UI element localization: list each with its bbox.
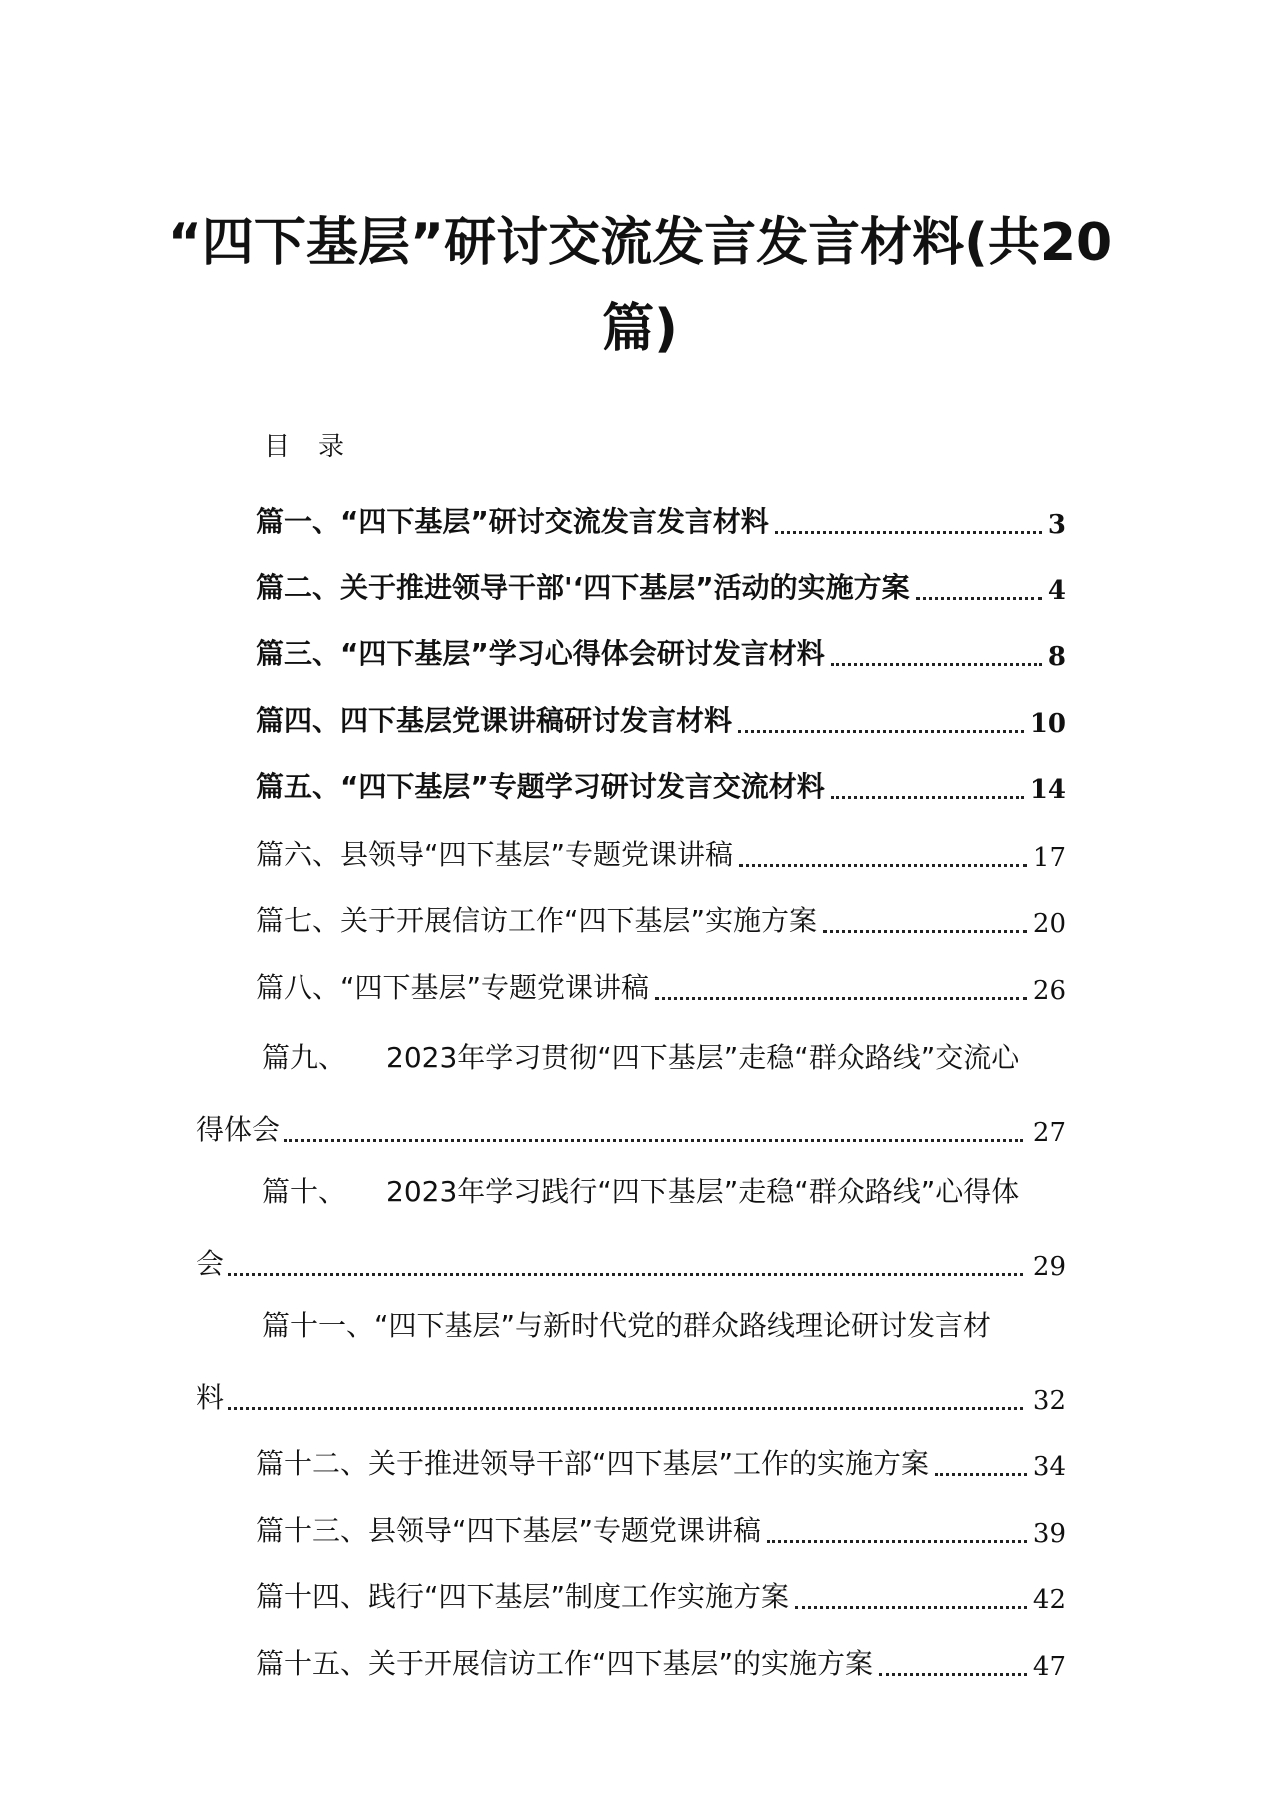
toc-entry-title: 篇一、“四下基层”研讨交流发言发言材料 xyxy=(256,505,769,538)
document-title-line-2: 篇) xyxy=(602,299,678,359)
toc-leader-dots xyxy=(831,766,1024,799)
document-title xyxy=(0,200,1280,372)
toc-entry-page: 32 xyxy=(1032,1386,1066,1416)
toc-entry-4[interactable] xyxy=(256,695,1066,739)
toc-entry-page: 26 xyxy=(1032,976,1066,1006)
toc-entry-title: 篇十一、“四下基层”与新时代党的群众路线理论研讨发言材 xyxy=(262,1309,992,1342)
toc-entry-page: 29 xyxy=(1032,1252,1066,1282)
toc-entry-title: 2023年学习践行“四下基层”走稳“群众路线”心得体 xyxy=(386,1175,1020,1208)
toc-entry-page: 34 xyxy=(1032,1452,1066,1482)
toc-leader-dots xyxy=(823,900,1027,933)
toc-entry-title-continued: 料 xyxy=(196,1381,225,1414)
toc-entry-title-continued: 得体会 xyxy=(196,1113,281,1146)
toc-entry-title: 2023年学习贯彻“四下基层”走稳“群众路线”交流心 xyxy=(386,1041,1020,1074)
toc-entry-5[interactable] xyxy=(256,761,1066,805)
toc-entry-page: 20 xyxy=(1032,909,1066,939)
toc-entry-page: 47 xyxy=(1032,1652,1066,1682)
toc-entry-title: 篇五、“四下基层”专题学习研讨发言交流材料 xyxy=(256,770,825,803)
toc-entry-page: 8 xyxy=(1047,642,1066,672)
toc-entry-page: 3 xyxy=(1047,510,1066,540)
toc-entry-9[interactable] xyxy=(262,1036,1082,1080)
toc-entry-7[interactable] xyxy=(256,895,1066,939)
toc-entry-page: 17 xyxy=(1032,843,1066,873)
toc-entry-page: 4 xyxy=(1047,576,1066,606)
toc-leader-dots xyxy=(228,1377,1023,1410)
document-title-line-1: “四下基层”研讨交流发言发言材料(共20 xyxy=(167,213,1113,273)
toc-entry-11-continued[interactable] xyxy=(196,1372,1066,1416)
toc-entry-title: 篇八、“四下基层”专题党课讲稿 xyxy=(256,971,650,1004)
toc-entry-8[interactable] xyxy=(256,962,1066,1006)
toc-entry-title: 篇四、四下基层党课讲稿研讨发言材料 xyxy=(256,704,733,737)
toc-entry-2[interactable] xyxy=(256,562,1066,606)
toc-entry-page: 14 xyxy=(1029,775,1066,805)
toc-entry-page: 27 xyxy=(1032,1118,1066,1148)
toc-entry-10[interactable] xyxy=(262,1170,1082,1214)
toc-leader-dots xyxy=(655,967,1027,1000)
toc-entry-14[interactable] xyxy=(256,1571,1066,1615)
toc-leader-dots xyxy=(916,567,1042,600)
toc-entry-3[interactable] xyxy=(256,628,1066,672)
toc-entry-11[interactable] xyxy=(262,1304,1082,1348)
toc-entry-number: 篇九、 xyxy=(262,1041,347,1074)
toc-entry-page: 10 xyxy=(1029,709,1066,739)
toc-entry-1[interactable] xyxy=(256,496,1066,540)
toc-entry-title: 篇三、“四下基层”学习心得体会研讨发言材料 xyxy=(256,637,825,670)
toc-entry-title: 篇七、关于开展信访工作“四下基层”实施方案 xyxy=(256,904,818,937)
toc-entry-15[interactable] xyxy=(256,1638,1066,1682)
toc-heading: 目录 xyxy=(264,432,373,462)
toc-entry-title: 篇十五、关于开展信访工作“四下基层”的实施方案 xyxy=(256,1647,874,1680)
toc-entry-title: 篇十四、践行“四下基层”制度工作实施方案 xyxy=(256,1580,790,1613)
toc-leader-dots xyxy=(935,1443,1027,1476)
toc-entry-title: 篇六、县领导“四下基层”专题党课讲稿 xyxy=(256,838,734,871)
toc-entry-page: 42 xyxy=(1032,1585,1066,1615)
toc-entry-title-continued: 会 xyxy=(196,1247,225,1280)
toc-entry-12[interactable] xyxy=(256,1438,1066,1482)
toc-entry-13[interactable] xyxy=(256,1505,1066,1549)
toc-leader-dots xyxy=(795,1576,1027,1609)
toc-entry-number: 篇十、 xyxy=(262,1175,347,1208)
toc-leader-dots xyxy=(831,633,1042,666)
toc-leader-dots xyxy=(767,1510,1027,1543)
toc-entry-9-continued[interactable] xyxy=(196,1104,1066,1148)
toc-leader-dots xyxy=(879,1643,1027,1676)
toc-leader-dots xyxy=(739,834,1027,867)
toc-leader-dots xyxy=(775,501,1042,534)
toc-entry-page: 39 xyxy=(1032,1519,1066,1549)
toc-entry-title: 篇十三、县领导“四下基层”专题党课讲稿 xyxy=(256,1514,762,1547)
toc-entry-title: 篇十二、关于推进领导干部“四下基层”工作的实施方案 xyxy=(256,1447,930,1480)
toc-entry-6[interactable] xyxy=(256,829,1066,873)
toc-leader-dots xyxy=(284,1109,1023,1142)
toc-leader-dots xyxy=(738,700,1024,733)
toc-entry-title: 篇二、关于推进领导干部'‘四下基层”活动的实施方案 xyxy=(256,571,910,604)
toc-leader-dots xyxy=(228,1243,1023,1276)
toc-entry-10-continued[interactable] xyxy=(196,1238,1066,1282)
